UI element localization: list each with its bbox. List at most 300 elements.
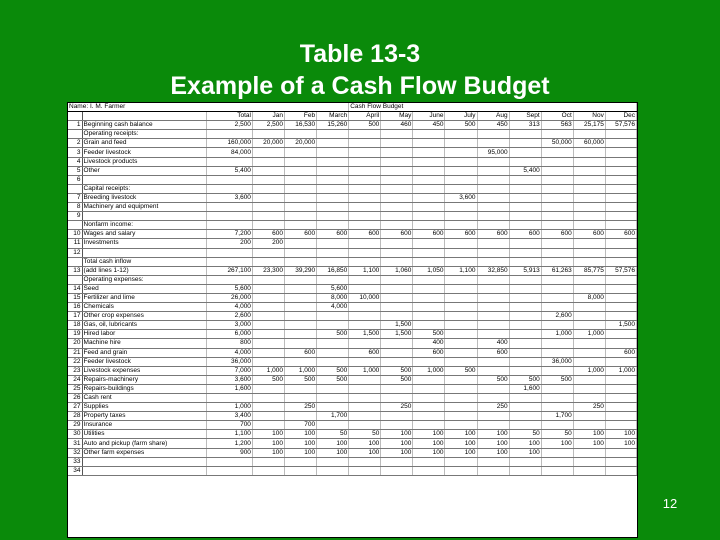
- table-cell: [541, 394, 573, 403]
- table-cell: [445, 330, 477, 339]
- table-cell: [509, 366, 541, 375]
- table-cell: [477, 221, 509, 230]
- table-cell: [445, 348, 477, 357]
- table-cell: [381, 221, 413, 230]
- table-cell: 450: [413, 121, 445, 130]
- row-number: [68, 257, 82, 266]
- table-cell: 500: [317, 375, 349, 384]
- table-cell: [206, 248, 252, 257]
- table-cell: [349, 303, 381, 312]
- table-cell: 500: [445, 366, 477, 375]
- table-cell: [252, 330, 284, 339]
- table-cell: [509, 175, 541, 184]
- row-number: 25: [68, 384, 82, 393]
- table-cell: [381, 203, 413, 212]
- table-cell: 600: [413, 348, 445, 357]
- table-cell: 1,500: [605, 321, 636, 330]
- table-cell: 23,300: [252, 266, 284, 275]
- table-cell: [413, 166, 445, 175]
- table-cell: [349, 421, 381, 430]
- column-header: Nov: [573, 112, 605, 121]
- table-cell: [509, 184, 541, 193]
- table-cell: [413, 275, 445, 284]
- table-cell: [509, 148, 541, 157]
- table-cell: 450: [477, 121, 509, 130]
- table-cell: [413, 375, 445, 384]
- table-cell: 600: [509, 230, 541, 239]
- column-header-row: [68, 112, 637, 121]
- table-cell: [381, 130, 413, 139]
- table-cell: [317, 257, 349, 266]
- row-number: 13: [68, 266, 82, 275]
- table-cell: [509, 348, 541, 357]
- table-cell: [477, 421, 509, 430]
- table-cell: [541, 321, 573, 330]
- table-cell: [317, 421, 349, 430]
- table-cell: [605, 394, 636, 403]
- table-cell: [285, 330, 317, 339]
- table-cell: [477, 203, 509, 212]
- table-row: [68, 284, 637, 293]
- table-cell: [349, 339, 381, 348]
- column-header: Dec: [605, 112, 636, 121]
- row-number: 17: [68, 312, 82, 321]
- table-cell: 100: [605, 439, 636, 448]
- table-cell: [509, 284, 541, 293]
- farmer-name-label: Name: I. M. Farmer: [68, 103, 349, 112]
- slide-title-line-1: Table 13-3: [299, 40, 421, 68]
- table-cell: 100: [445, 430, 477, 439]
- column-header: Oct: [541, 112, 573, 121]
- table-cell: [252, 257, 284, 266]
- table-cell: [285, 384, 317, 393]
- table-cell: 39,290: [285, 266, 317, 275]
- table-cell: [285, 394, 317, 403]
- table-cell: [252, 175, 284, 184]
- table-cell: [477, 157, 509, 166]
- table-cell: [605, 193, 636, 202]
- table-cell: [445, 312, 477, 321]
- table-cell: [413, 193, 445, 202]
- table-cell: 600: [477, 230, 509, 239]
- table-cell: 100: [413, 439, 445, 448]
- table-cell: [317, 403, 349, 412]
- table-cell: [541, 248, 573, 257]
- sheet-header-row: [68, 103, 637, 112]
- row-label: Seed: [82, 284, 206, 293]
- table-row: [68, 330, 637, 339]
- table-cell: [285, 248, 317, 257]
- table-cell: 100: [445, 448, 477, 457]
- table-row: [68, 139, 637, 148]
- table-cell: [605, 248, 636, 257]
- row-label: Machinery and equipment: [82, 203, 206, 212]
- table-cell: [445, 184, 477, 193]
- table-row: [68, 466, 637, 475]
- table-cell: [349, 212, 381, 221]
- table-cell: [317, 139, 349, 148]
- table-cell: [605, 257, 636, 266]
- table-cell: [605, 239, 636, 248]
- table-cell: 57,576: [605, 121, 636, 130]
- table-cell: [413, 139, 445, 148]
- row-number: 11: [68, 239, 82, 248]
- table-cell: [349, 248, 381, 257]
- table-cell: [206, 457, 252, 466]
- table-cell: 800: [206, 339, 252, 348]
- row-number: 8: [68, 203, 82, 212]
- table-cell: 100: [445, 439, 477, 448]
- table-cell: [413, 457, 445, 466]
- table-cell: [573, 193, 605, 202]
- table-cell: [541, 221, 573, 230]
- cash-flow-budget-table: [68, 103, 637, 476]
- table-cell: [477, 312, 509, 321]
- row-label: Cash rent: [82, 394, 206, 403]
- table-cell: [573, 466, 605, 475]
- cash-flow-budget-sheet: [67, 102, 638, 538]
- table-cell: 7,200: [206, 230, 252, 239]
- table-cell: [445, 248, 477, 257]
- table-cell: 500: [445, 121, 477, 130]
- table-cell: [445, 412, 477, 421]
- table-cell: [509, 421, 541, 430]
- row-number: 5: [68, 166, 82, 175]
- table-row: [68, 221, 637, 230]
- table-cell: [445, 375, 477, 384]
- row-number: 33: [68, 457, 82, 466]
- row-number: 3: [68, 148, 82, 157]
- table-cell: [445, 257, 477, 266]
- table-cell: 1,600: [206, 384, 252, 393]
- table-cell: 700: [285, 421, 317, 430]
- table-cell: [252, 339, 284, 348]
- table-cell: [541, 193, 573, 202]
- table-cell: [285, 175, 317, 184]
- table-cell: [252, 166, 284, 175]
- table-cell: [349, 312, 381, 321]
- column-header: Aug: [477, 112, 509, 121]
- row-label: Chemicals: [82, 303, 206, 312]
- row-number: 32: [68, 448, 82, 457]
- table-cell: [509, 412, 541, 421]
- row-label: Repairs-buildings: [82, 384, 206, 393]
- row-number: 34: [68, 466, 82, 475]
- table-cell: [317, 348, 349, 357]
- row-number: 7: [68, 193, 82, 202]
- table-cell: 400: [477, 339, 509, 348]
- table-cell: [477, 275, 509, 284]
- table-cell: [445, 303, 477, 312]
- row-number: 16: [68, 303, 82, 312]
- row-label: Property taxes: [82, 412, 206, 421]
- table-cell: 1,100: [445, 266, 477, 275]
- table-cell: [413, 321, 445, 330]
- table-cell: 1,000: [605, 366, 636, 375]
- table-cell: [541, 239, 573, 248]
- table-row: [68, 193, 637, 202]
- table-cell: [605, 166, 636, 175]
- table-cell: [349, 203, 381, 212]
- row-label: Breeding livestock: [82, 193, 206, 202]
- table-cell: [381, 357, 413, 366]
- table-cell: 1,060: [381, 266, 413, 275]
- row-label: Livestock products: [82, 157, 206, 166]
- table-row: [68, 321, 637, 330]
- table-cell: 100: [573, 430, 605, 439]
- table-cell: [413, 203, 445, 212]
- table-cell: 1,100: [349, 266, 381, 275]
- table-row: [68, 203, 637, 212]
- table-cell: 500: [413, 330, 445, 339]
- table-cell: [477, 166, 509, 175]
- table-cell: [206, 394, 252, 403]
- table-cell: [381, 257, 413, 266]
- column-header: Total: [206, 112, 252, 121]
- table-cell: [509, 248, 541, 257]
- table-cell: 500: [285, 375, 317, 384]
- table-cell: 600: [317, 230, 349, 239]
- table-cell: [509, 403, 541, 412]
- table-cell: [477, 293, 509, 302]
- row-label: [82, 457, 206, 466]
- table-cell: 600: [541, 230, 573, 239]
- table-cell: [541, 275, 573, 284]
- table-cell: [349, 157, 381, 166]
- table-cell: [381, 466, 413, 475]
- table-cell: 95,000: [477, 148, 509, 157]
- table-cell: [605, 203, 636, 212]
- table-row: [68, 312, 637, 321]
- table-cell: 61,263: [541, 266, 573, 275]
- table-cell: [477, 466, 509, 475]
- table-cell: [573, 184, 605, 193]
- table-cell: 100: [317, 448, 349, 457]
- table-cell: 16,530: [285, 121, 317, 130]
- table-cell: 1,000: [252, 366, 284, 375]
- table-cell: [252, 357, 284, 366]
- table-cell: [541, 130, 573, 139]
- table-cell: [381, 339, 413, 348]
- table-cell: [509, 303, 541, 312]
- table-cell: [477, 330, 509, 339]
- table-cell: [381, 312, 413, 321]
- table-cell: [252, 466, 284, 475]
- table-cell: [541, 166, 573, 175]
- row-number: 31: [68, 439, 82, 448]
- table-cell: 100: [413, 448, 445, 457]
- table-cell: [541, 339, 573, 348]
- table-cell: [285, 293, 317, 302]
- table-cell: [317, 384, 349, 393]
- table-cell: [605, 293, 636, 302]
- table-cell: 5,400: [509, 166, 541, 175]
- table-cell: [349, 148, 381, 157]
- table-cell: [252, 403, 284, 412]
- table-cell: [509, 466, 541, 475]
- table-cell: 1,000: [285, 366, 317, 375]
- table-cell: [605, 330, 636, 339]
- row-number: 1: [68, 121, 82, 130]
- table-cell: [252, 394, 284, 403]
- row-label: Supplies: [82, 403, 206, 412]
- table-cell: 5,913: [509, 266, 541, 275]
- table-cell: [541, 348, 573, 357]
- table-cell: 100: [381, 448, 413, 457]
- table-cell: 1,000: [573, 330, 605, 339]
- table-cell: 200: [252, 239, 284, 248]
- row-number: 29: [68, 421, 82, 430]
- table-cell: [285, 412, 317, 421]
- table-cell: 2,500: [206, 121, 252, 130]
- table-cell: [252, 203, 284, 212]
- table-cell: [445, 166, 477, 175]
- table-cell: [605, 384, 636, 393]
- table-cell: 100: [349, 448, 381, 457]
- table-cell: [573, 384, 605, 393]
- table-cell: 57,576: [605, 266, 636, 275]
- table-row: [68, 275, 637, 284]
- row-label: Insurance: [82, 421, 206, 430]
- table-cell: [445, 339, 477, 348]
- table-cell: [252, 384, 284, 393]
- row-number: 15: [68, 293, 82, 302]
- row-number: 23: [68, 366, 82, 375]
- table-cell: [381, 412, 413, 421]
- table-cell: [349, 221, 381, 230]
- table-cell: [605, 303, 636, 312]
- table-cell: [381, 184, 413, 193]
- table-cell: 1,700: [541, 412, 573, 421]
- table-cell: 500: [509, 375, 541, 384]
- table-cell: 4,000: [317, 303, 349, 312]
- table-cell: [541, 257, 573, 266]
- table-cell: 500: [381, 375, 413, 384]
- table-cell: [252, 312, 284, 321]
- table-cell: [477, 193, 509, 202]
- table-cell: 500: [317, 330, 349, 339]
- table-cell: 100: [477, 448, 509, 457]
- table-cell: 100: [317, 439, 349, 448]
- table-cell: 500: [541, 375, 573, 384]
- table-cell: [445, 466, 477, 475]
- table-cell: [605, 221, 636, 230]
- table-cell: [573, 357, 605, 366]
- table-cell: 100: [252, 439, 284, 448]
- table-cell: 50: [541, 430, 573, 439]
- table-cell: [477, 130, 509, 139]
- row-number: 26: [68, 394, 82, 403]
- table-cell: 100: [285, 430, 317, 439]
- table-cell: 600: [413, 230, 445, 239]
- table-cell: 100: [349, 439, 381, 448]
- row-label: Machine hire: [82, 339, 206, 348]
- table-cell: [285, 457, 317, 466]
- table-cell: [317, 221, 349, 230]
- row-label: [82, 248, 206, 257]
- table-cell: [541, 448, 573, 457]
- table-cell: 10,000: [349, 293, 381, 302]
- row-number: 2: [68, 139, 82, 148]
- row-label: Operating expenses:: [82, 275, 206, 284]
- table-cell: [285, 203, 317, 212]
- table-cell: [413, 303, 445, 312]
- row-label: Operating receipts:: [82, 130, 206, 139]
- table-cell: 4,000: [206, 348, 252, 357]
- table-cell: [509, 293, 541, 302]
- table-cell: [477, 139, 509, 148]
- table-cell: 1,500: [381, 330, 413, 339]
- table-cell: [509, 330, 541, 339]
- table-cell: [381, 348, 413, 357]
- table-cell: [605, 421, 636, 430]
- table-cell: [252, 248, 284, 257]
- table-cell: [381, 193, 413, 202]
- table-cell: [381, 212, 413, 221]
- column-header: Sept: [509, 112, 541, 121]
- table-cell: [413, 284, 445, 293]
- table-cell: 100: [573, 439, 605, 448]
- table-row: [68, 457, 637, 466]
- table-cell: 600: [445, 230, 477, 239]
- table-cell: 3,400: [206, 412, 252, 421]
- row-label: Grain and feed: [82, 139, 206, 148]
- table-cell: [605, 457, 636, 466]
- table-cell: 100: [509, 439, 541, 448]
- table-row: [68, 257, 637, 266]
- table-row: [68, 439, 637, 448]
- table-cell: [573, 166, 605, 175]
- table-cell: [573, 421, 605, 430]
- budget-title: Cash Flow Budget: [349, 103, 637, 112]
- table-cell: [252, 212, 284, 221]
- row-number: 19: [68, 330, 82, 339]
- table-cell: [413, 403, 445, 412]
- table-cell: [413, 466, 445, 475]
- table-cell: [285, 148, 317, 157]
- table-cell: [445, 175, 477, 184]
- table-cell: [541, 384, 573, 393]
- table-cell: [349, 466, 381, 475]
- table-cell: [445, 203, 477, 212]
- row-number-header: [68, 112, 82, 121]
- table-row: [68, 230, 637, 239]
- row-number: 18: [68, 321, 82, 330]
- table-cell: [605, 139, 636, 148]
- row-number: [68, 184, 82, 193]
- table-cell: 36,000: [541, 357, 573, 366]
- table-cell: [605, 312, 636, 321]
- table-cell: 100: [252, 430, 284, 439]
- table-cell: [317, 157, 349, 166]
- table-cell: [252, 421, 284, 430]
- table-cell: [317, 466, 349, 475]
- row-number: 27: [68, 403, 82, 412]
- table-cell: [477, 184, 509, 193]
- table-cell: [477, 366, 509, 375]
- table-cell: [349, 375, 381, 384]
- table-cell: [349, 284, 381, 293]
- table-cell: 500: [317, 366, 349, 375]
- table-cell: 600: [477, 348, 509, 357]
- table-cell: 50: [349, 430, 381, 439]
- table-cell: [573, 412, 605, 421]
- table-cell: [605, 412, 636, 421]
- table-cell: 700: [206, 421, 252, 430]
- table-cell: [252, 148, 284, 157]
- table-cell: [206, 184, 252, 193]
- table-cell: [541, 284, 573, 293]
